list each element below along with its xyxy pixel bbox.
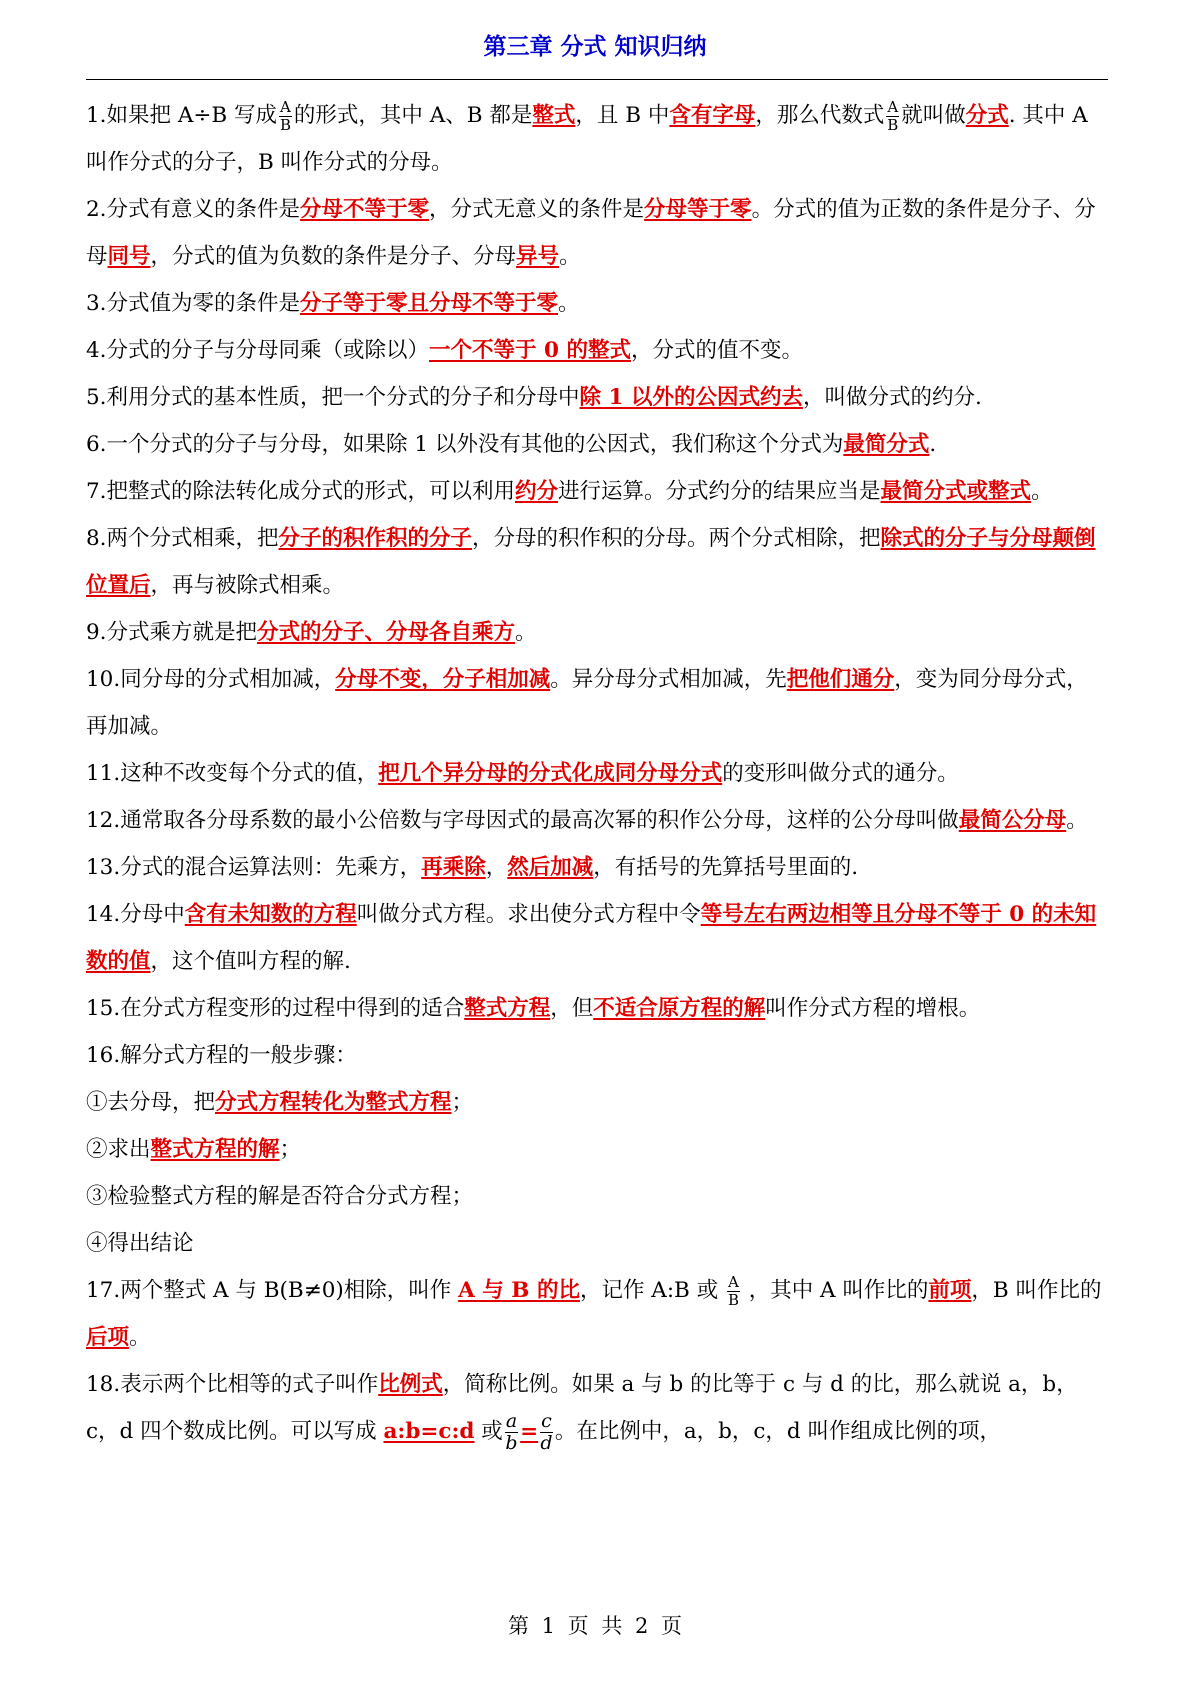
keyword: 分式的分子、分母各自乘方 (257, 620, 516, 645)
keyword: 最简分式 (843, 432, 930, 457)
document-body (86, 92, 1108, 1455)
keyword: 含有字母 (669, 103, 756, 128)
step-2: ②求出整式方程的解； (86, 1137, 302, 1162)
fraction-c-over-d: $\frac{c}{d}$ (540, 1409, 553, 1454)
step-3: ③检验整式方程的解是否符合分式方程； (86, 1184, 474, 1209)
keyword: 分母不等于零 (300, 197, 430, 222)
fraction-a-over-b: $\frac{A}{B}$ (727, 1272, 739, 1309)
item-7: 7.把整式的除法转化成分式的形式，可以利用约分进行运算。分式约分的结果应当是最简分式或整式。 (86, 479, 1053, 504)
keyword: 分子等于零且分母不等于零 (300, 291, 559, 316)
item-11: 11.这种不改变每个分式的值，把几个异分母的分式化成同分母分式的变形叫做分式的通分。 (86, 761, 959, 786)
keyword: 再乘除 (421, 855, 486, 880)
keyword: 不适合原方程的解 (593, 996, 766, 1021)
item-6: 6.一个分式的分子与分母，如果除 1 以外没有其他的公因式，我们称这个分式为最简分式. (86, 432, 937, 457)
keyword: 前项 (928, 1278, 972, 1303)
keyword: 最简分式或整式 (880, 479, 1032, 504)
keyword: 分式方程转化为整式方程 (215, 1090, 452, 1115)
item-1: 1.如果把 A÷B 写成 $\frac{A}{B}$ 的形式，其中 A、B 都是整式，且 B 中含有字母，那么代数式 $\frac{A}{B}$ 就叫做分式. 其中 A 叫作分式的分子，B 叫作分式的分母。 (86, 97, 1088, 175)
keyword: 异号 (516, 244, 560, 269)
keyword: 一个不等于 0 的整式 (429, 338, 631, 363)
keyword: 同号 (107, 244, 151, 269)
item-4: 4.分式的分子与分母同乘（或除以）一个不等于 0 的整式，分式的值不变。 (86, 338, 803, 363)
item-17: 17.两个整式 A 与 B(B≠0)相除，叫作 A 与 B 的比，记作 A:B 或 $\frac{A}{B}$ ，其中 A 叫作比的前项，B 叫作比的后项。 (86, 1272, 1102, 1350)
equals-sign: = (520, 1419, 539, 1444)
keyword: 后项 (86, 1325, 130, 1350)
keyword: 整式方程的解 (150, 1137, 280, 1162)
item-13: 13.分式的混合运算法则：先乘方，再乘除，然后加减，有括号的先算括号里面的. (86, 855, 859, 880)
keyword: 把他们通分 (786, 667, 895, 692)
keyword: 然后加减 (507, 855, 594, 880)
item-3: 3.分式值为零的条件是分子等于零且分母不等于零。 (86, 291, 580, 316)
item-8: 8.两个分式相乘，把分子的积作积的分子，分母的积作积的分母。两个分式相除，把除式的分子与分母颠倒位置后，再与被除式相乘。 (86, 526, 1096, 598)
keyword: 除 1 以外的公因式约去 (579, 385, 803, 410)
item-9: 9.分式乘方就是把分式的分子、分母各自乘方。 (86, 620, 537, 645)
keyword: 除式的分子与分母颠倒位置后 (86, 526, 1096, 598)
keyword: 把几个异分母的分式化成同分母分式 (378, 761, 723, 786)
item-15: 15.在分式方程变形的过程中得到的适合整式方程，但不适合原方程的解叫作分式方程的增根。 (86, 996, 981, 1021)
item-2: 2.分式有意义的条件是分母不等于零，分式无意义的条件是分母等于零。分式的值为正数的条件是分子、分母同号，分式的值为负数的条件是分子、分母异号。 (86, 197, 1096, 269)
title-divider (86, 79, 1108, 80)
keyword: 最简公分母 (958, 808, 1067, 833)
step-1: ①去分母，把分式方程转化为整式方程； (86, 1090, 474, 1115)
keyword: 分母不变，分子相加减 (335, 667, 551, 692)
item-10: 10.同分母的分式相加减，分母不变，分子相加减。异分母分式相加减，先把他们通分，变为同分母分式，再加减。 (86, 667, 1088, 739)
keyword: 分母等于零 (644, 197, 752, 222)
keyword: 比例式 (378, 1372, 443, 1397)
keyword: a:b=c:d (383, 1419, 475, 1444)
page-footer: 第 1 页 共 2 页 (507, 1614, 683, 1638)
keyword: 含有未知数的方程 (184, 902, 357, 927)
keyword: 分式 (965, 103, 1009, 128)
step-4: ④得出结论 (86, 1231, 194, 1256)
item-14: 14.分母中含有未知数的方程叫做分式方程。求出使分式方程中令等号左右两边相等且分母不等于 0 的未知数的值，这个值叫方程的解. (86, 902, 1097, 974)
keyword: 约分 (515, 479, 559, 504)
fraction-a-over-b: $\frac{a}{b}$ (505, 1409, 518, 1454)
item-16: 16.解分式方程的一般步骤： (86, 1043, 357, 1068)
item-5: 5.利用分式的基本性质，把一个分式的分子和分母中除 1 以外的公因式约去，叫做分式的约分. (86, 385, 982, 410)
keyword: 整式 (532, 103, 576, 128)
page-title: 第三章 分式 知识归纳 (483, 33, 707, 60)
item-12: 12.通常取各分母系数的最小公倍数与字母因式的最高次幂的积作公分母，这样的公分母叫做最简公分母。 (86, 808, 1088, 833)
item-18: 18.表示两个比相等的式子叫作比例式，简称比例。如果 a 与 b 的比等于 c 与 d 的比，那么就说 a，b，c，d 四个数成比例。可以写成 a:b=c:d 或 $\frac{a}{b}$ = $\frac{c}{d}$ 。在比例中，a，b，c，d 叫作组成比例的项， (86, 1372, 1078, 1454)
keyword: 整式方程 (464, 996, 551, 1021)
keyword: 分子的积作积的分子 (278, 526, 473, 551)
fraction-a-over-b: $\frac{A}{B}$ (279, 97, 291, 134)
fraction-a-over-b: $\frac{A}{B}$ (887, 97, 899, 134)
keyword: 等号左右两边相等且分母不等于 0 的未知数的值 (86, 902, 1097, 974)
keyword: A 与 B 的比 (458, 1278, 580, 1303)
